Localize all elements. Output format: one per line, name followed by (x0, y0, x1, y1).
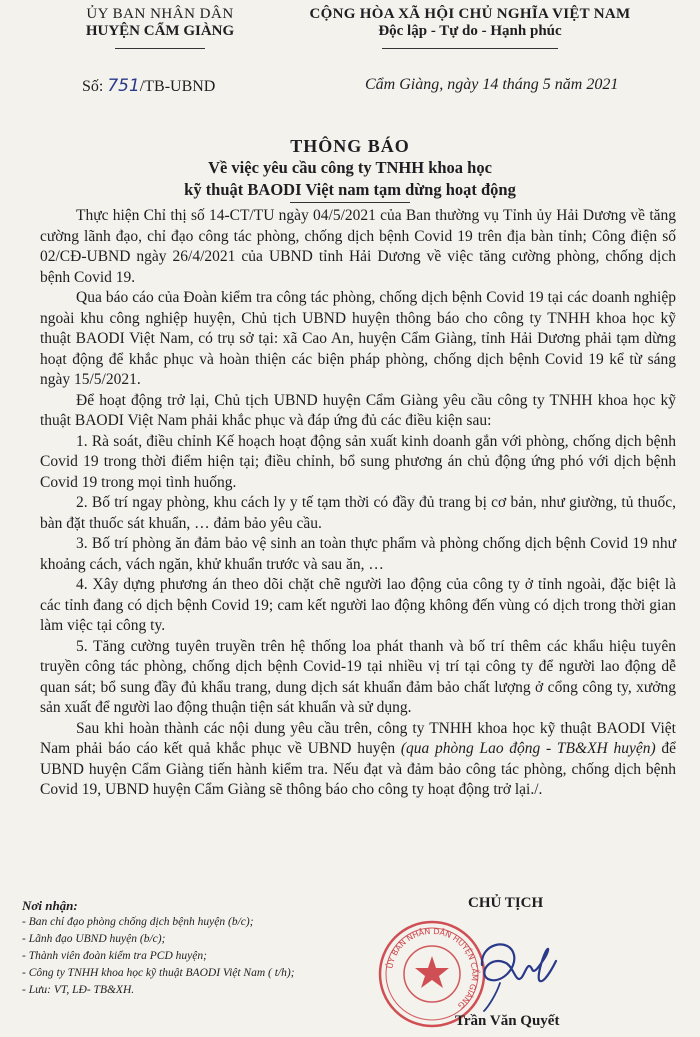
authority-line-2: HUYỆN CẨM GIÀNG (85, 23, 235, 39)
requirement-item-5: 5. Tăng cường tuyên truyền trên hệ thống loa phát thanh và bố trí thêm các khẩu hiệu tuyên truyền công tác phòng, chống dịch bệnh Covid-19 tại nhiều vị trí tại công ty để người lao động dễ quan sát; bổ sung đầy đủ khẩu trang, dung dịch sát khuẩn đảm bảo chất lượng ở cổng công ty, xưởng sản xuất để người lao động thuận tiện sát khuẩn và sử dụng. (40, 637, 676, 716)
title-underline (290, 202, 410, 203)
seal-text: ỦY BAN NHÂN DÂN HUYỆN CẨM GIÀNG (385, 926, 480, 1011)
signer-title: CHỦ TỊCH (468, 895, 544, 911)
handwritten-signature-icon (470, 925, 560, 1015)
national-motto (300, 6, 640, 40)
title-sub-2: kỹ thuật BAODI Việt nam tạm dừng hoạt động (184, 180, 516, 199)
authority-underline (115, 48, 205, 49)
document-title (0, 136, 700, 201)
requirement-item-4: 4. Xây dựng phương án theo dõi chặt chẽ người lao động của công ty ở tỉnh ngoài, đặc biệt là các tỉnh đang có dịch bệnh Covid 19; cam kết người lao động không đến vùng có dịch trong thời gian làm việc tại công ty. (40, 576, 676, 634)
authority-line-1: ỦY BAN NHÂN DÂN (86, 6, 234, 22)
recipient-item: - Công ty TNHH khoa học kỹ thuật BAODI Việt Nam ( t/h); (22, 967, 295, 979)
signer-name: Trần Văn Quyết (455, 1013, 560, 1029)
recipient-item: - Lãnh đạo UBND huyện (b/c); (22, 933, 166, 945)
handwritten-number: 751 (107, 76, 140, 96)
recipient-item: - Ban chỉ đạo phòng chống dịch bệnh huyện (b/c); (22, 916, 254, 928)
document-number (82, 76, 215, 96)
recipients-list (22, 897, 362, 999)
requirement-item-1: 1. Rà soát, điều chỉnh Kế hoạch hoạt động sản xuất kinh doanh gắn với phòng, chống dịch bệnh Covid 19 trong thời điểm hiện tại; điều chỉnh, bổ sung phương án chủ động ứng phó với dịch bệnh Covid 19 trong mọi tình huống. (40, 432, 676, 491)
conclusion-part-2: để UBND huyện Cẩm Giàng tiến hành kiểm tra. Nếu đạt và đảm bảo công tác phòng, chống dịch bệnh Covid 19, UBND huyện Cẩm Giàng sẽ thông báo cho công ty hoạt động trở lại./. (40, 740, 676, 798)
conclusion-part-1: Sau khi hoàn thành các nội dung yêu cầu trên, công ty TNHH khoa học kỹ thuật BAODI Việt Nam phải báo cáo kết quả khắc phục về UBND huyện (40, 719, 676, 757)
motto-line: Độc lập - Tự do - Hạnh phúc (378, 23, 562, 39)
requirement-item-3: 3. Bố trí phòng ăn đảm bảo vệ sinh an toàn thực phẩm và phòng chống dịch bệnh Covid 19 như khoảng cách, vách ngăn, khử khuẩn trước và sau ăn, … (40, 535, 676, 573)
title-sub-1: Về việc yêu cầu công ty TNHH khoa học (208, 158, 492, 177)
conclusion-department: (qua phòng Lao động - TB&XH huyện) (400, 740, 656, 757)
recipient-item: - Lưu: VT, LĐ- TB&XH. (22, 984, 135, 996)
motto-underline (382, 48, 558, 49)
document-body (40, 206, 676, 801)
number-label: Số: (82, 78, 104, 95)
recipient-item: - Thành viên đoàn kiểm tra PCD huyện; (22, 950, 207, 962)
paragraph-requirements: Để hoạt động trở lại, Chủ tịch UBND huyện Cẩm Giàng yêu cầu công ty TNHH khoa học kỹ thuật BAODI Việt Nam phải khắc phục và đáp ứng đủ các điều kiện sau: (40, 391, 676, 429)
issuing-authority (50, 6, 270, 40)
requirement-item-2: 2. Bố trí ngay phòng, khu cách ly y tế tạm thời có đầy đủ trang bị cơ bản, như giường, tủ thuốc, bàn đặt thuốc sát khuẩn, … đảm bảo yêu cầu. (40, 494, 676, 532)
recipients-heading: Nơi nhận: (22, 898, 78, 913)
title-main: THÔNG BÁO (290, 136, 410, 156)
number-suffix: /TB-UBND (139, 78, 216, 95)
paragraph-basis: Thực hiện Chỉ thị số 14-CT/TU ngày 04/5/2021 của Ban thường vụ Tỉnh ủy Hải Dương về tăng cường lãnh đạo, chỉ đạo công tác phòng, chống dịch bệnh Covid 19 trên địa bàn tỉnh; Công điện số 02/CĐ-UBND ngày 26/4/2021 của UBND tỉnh Hải Dương về việc tăng cường phòng, chống dịch bệnh Covid 19. (40, 207, 676, 286)
issue-date: Cẩm Giàng, ngày 14 tháng 5 năm 2021 (365, 76, 619, 93)
paragraph-inspection: Qua báo cáo của Đoàn kiểm tra công tác phòng, chống dịch bệnh Covid 19 tại các doanh nghiệp ngoài khu công nghiệp huyện, Chủ tịch UBND huyện thông báo cho công ty TNHH khoa học kỹ thuật BAODI Việt Nam, có trụ sở tại: xã Cao An, huyện Cẩm Giàng, tỉnh Hải Dương phải tạm dừng hoạt động để khắc phục và hoàn thiện các biện pháp phòng, chống dịch bệnh Covid 19 kể từ sáng ngày 15/5/2021. (40, 289, 676, 388)
paragraph-conclusion (40, 719, 676, 801)
nation-name: CỘNG HÒA XÃ HỘI CHỦ NGHĨA VIỆT NAM (309, 6, 631, 22)
